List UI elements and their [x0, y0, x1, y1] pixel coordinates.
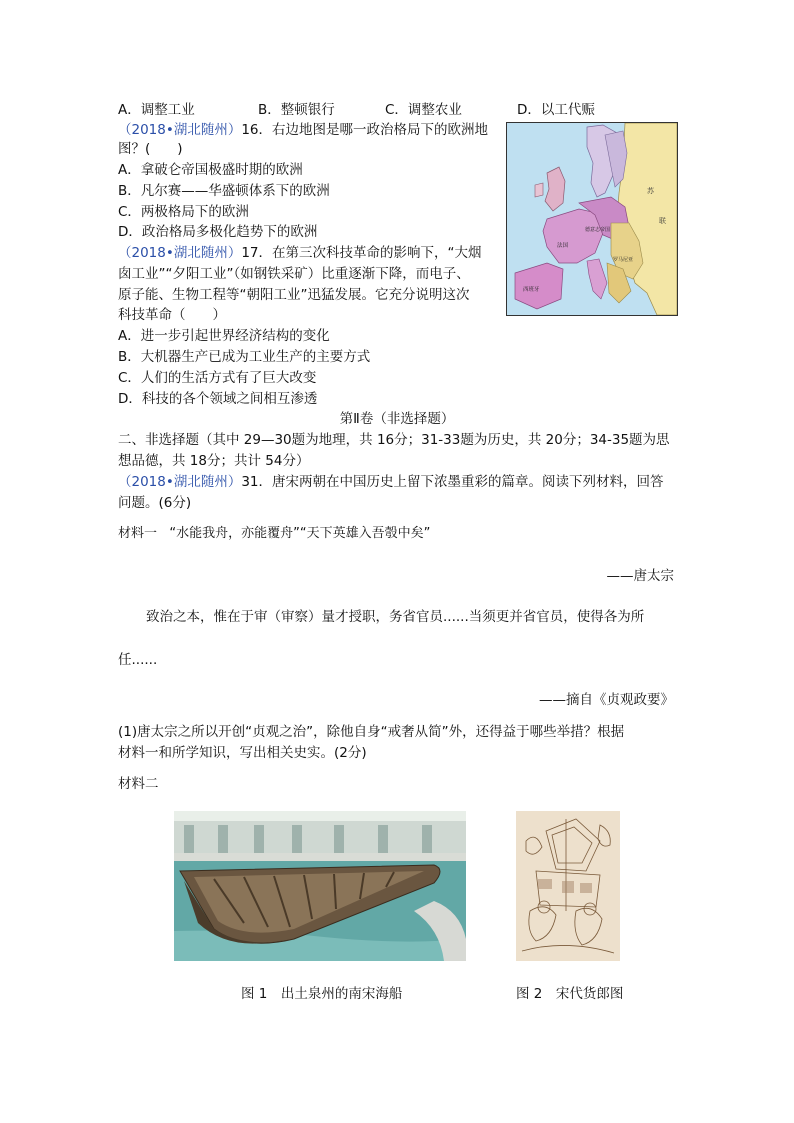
option-d-work-relief: D．以工代赈 [517, 102, 595, 118]
q17-source: （2018•湖北随州） [118, 245, 242, 261]
sub-question-1-line1: (1)唐太宗之所以开创“贞观之治”，除他自身“戒奢从简”外，还得益于哪些举措？根据 [118, 724, 625, 740]
europe-map [506, 122, 678, 316]
q16-option: D．政治格局多极化趋势下的欧洲 [118, 224, 318, 240]
q16-stem-line2: 图？( ) [118, 141, 183, 157]
q17-option: D．科技的各个领域之间相互渗透 [118, 391, 318, 407]
map-label: 法国 [557, 243, 569, 249]
q17-stem-line2: 囱工业”“夕阳工业”（如钢铁采矿）比重逐渐下降，而电子、 [118, 266, 470, 282]
section-title: 第Ⅱ卷（非选择题） [339, 411, 455, 427]
material1-label: 材料一 [118, 526, 158, 541]
material2-label: 材料二 [118, 776, 159, 792]
q16-stem-line1 [118, 120, 488, 140]
section-intro-line2: 想品德，共 18分；共计 54分） [118, 453, 310, 469]
option-b-rectify-banks: B．整顿银行 [258, 102, 335, 118]
q17-stem-line1 [118, 243, 482, 263]
europe-map-graphic [507, 123, 677, 315]
q31-stem-line1 [118, 472, 664, 492]
material1-text-line1: 致治之本，惟在于审（审察）量才授职，务省官员......当须更并省官员，使得各为所 [146, 609, 645, 625]
q17-option: C．人们的生活方式有了巨大改变 [118, 370, 317, 386]
map-label: 苏 [647, 187, 654, 195]
material1-author: ——唐太宗 [606, 568, 674, 584]
q17-option: A．进一步引起世界经济结构的变化 [118, 328, 330, 344]
material1-source: ——摘自《贞观政要》 [539, 692, 674, 708]
q16-source: （2018•湖北随州） [118, 122, 242, 138]
song-peddler-graphic [516, 811, 620, 961]
map-label: 西班牙 [523, 287, 540, 293]
material1-quote: “水能我舟，亦能覆舟”“天下英雄入吾彀中矣” [169, 526, 431, 541]
map-label: 德意志帝国 [585, 227, 611, 233]
q17-stem-line4: 科技革命（ ） [118, 307, 226, 323]
song-peddler-painting [516, 811, 620, 961]
q16-option: C．两极格局下的欧洲 [118, 204, 249, 220]
figure-1-caption: 图 1 出土泉州的南宋海船 [241, 986, 403, 1002]
q17-stem-line3: 原子能、生物工程等“朝阳工业”迅猛发展。它充分说明这次 [118, 287, 470, 303]
song-ship-graphic [174, 811, 466, 961]
q16-option: A．拿破仑帝国极盛时期的欧洲 [118, 162, 303, 178]
option-a-adjust-industry: A．调整工业 [118, 102, 195, 118]
q31-source: （2018•湖北随州） [118, 474, 242, 490]
song-ship-photo [174, 811, 466, 961]
figure-2-caption: 图 2 宋代货郎图 [516, 986, 624, 1002]
q31-stem-text: 31．唐宋两朝在中国历史上留下浓墨重彩的篇章。阅读下列材料，回答 [241, 474, 664, 490]
map-label: 联 [659, 217, 666, 225]
q31-stem-line2: 问题。(6分) [118, 495, 192, 511]
material1-text-line2: 任...... [118, 652, 158, 668]
q16-option: B．凡尔赛——华盛顿体系下的欧洲 [118, 183, 330, 199]
q17-option: B．大机器生产已成为工业生产的主要方式 [118, 349, 371, 365]
q17-stem-text: 17．在第三次科技革命的影响下，“大烟 [241, 245, 482, 261]
option-c-adjust-agriculture: C．调整农业 [385, 102, 462, 118]
sub-question-1-line2: 材料一和所学知识，写出相关史实。(2分) [118, 745, 367, 761]
q16-stem-text: 16．右边地图是哪一政治格局下的欧洲地 [241, 122, 489, 138]
material1-quote-line [118, 524, 430, 544]
section-intro-line1: 二、非选择题（其中 29—30题为地理，共 16分；31-33题为历史，共 20分；34-35题为思 [118, 432, 670, 448]
map-label: 罗马尼亚 [613, 257, 634, 263]
